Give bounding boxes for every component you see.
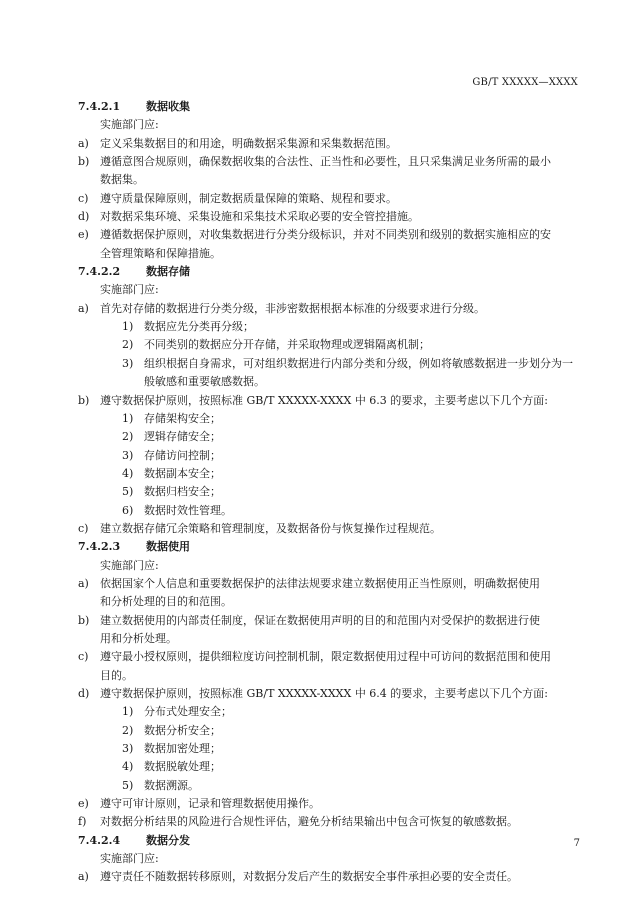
sub-list-item: 3) 数据加密处理； <box>122 742 221 756</box>
list-item: a) 定义采集数据目的和用途，明确数据采集源和采集数据范围。 <box>78 136 397 150</box>
sub-list-item: 6) 数据时效性管理。 <box>122 503 232 517</box>
document-body <box>78 98 578 887</box>
list-item: b) 遵循意图合规原则，确保数据收集的合法性、正当性和必要性，且只采集满足业务所需的最小 <box>78 155 551 169</box>
section-heading-data-usage: 7.4.2.3 数据使用 <box>78 540 190 554</box>
sub-list-item: 4) 数据副本安全； <box>122 466 221 480</box>
sub-list-item: 5) 数据归档安全； <box>122 485 221 499</box>
sub-list-item: 5) 数据溯源。 <box>122 778 199 792</box>
list-item: a) 首先对存储的数据进行分类分级，非涉密数据根据本标准的分级要求进行分级。 <box>78 301 485 315</box>
list-item: a) 依据国家个人信息和重要数据保护的法律法规要求建立数据使用正当性原则，明确数据使用 <box>78 576 540 590</box>
list-item: c) 遵守最小授权原则，提供细粒度访问控制机制，限定数据使用过程中可访问的数据范围和使用 <box>78 650 551 664</box>
sub-list-item: 2) 逻辑存储安全； <box>122 430 221 444</box>
section-heading-data-storage: 7.4.2.2 数据存储 <box>78 265 190 279</box>
list-item: b) 遵守数据保护原则，按照标准 GB/T XXXXX-XXXX 中 6.3 的要求，主要考虑以下几个方面: <box>78 393 549 407</box>
list-item: e) 遵循数据保护原则，对收集数据进行分类分级标识，并对不同类别和级别的数据实施相应的安 <box>78 228 551 242</box>
list-item-continuation: 用和分析处理。 <box>100 631 177 645</box>
section-heading-data-distribution: 7.4.2.4 数据分发 <box>78 833 190 847</box>
section-intro: 实施部门应: <box>100 852 159 866</box>
list-item: e) 遵守可审计原则，记录和管理数据使用操作。 <box>78 797 320 811</box>
list-item-continuation: 目的。 <box>100 668 133 682</box>
section-heading-data-collection: 7.4.2.1 数据收集 <box>78 100 190 113</box>
list-item: b) 建立数据使用的内部责任制度，保证在数据使用声明的目的和范围内对受保护的数据进行使 <box>78 613 540 627</box>
sub-list-item: 2) 数据分析安全； <box>122 723 221 737</box>
list-item: d) 对数据采集环境、采集设施和采集技术采取必要的安全管控措施。 <box>78 210 419 224</box>
sub-list-item: 3) 组织根据自身需求，可对组织数据进行内部分类和分级，例如将敏感数据进一步划分为一 <box>122 356 573 370</box>
list-item-continuation: 全管理策略和保障措施。 <box>100 246 221 260</box>
sub-list-item-continuation: 般敏感和重要敏感数据。 <box>144 375 265 389</box>
section-intro: 实施部门应: <box>100 558 159 572</box>
section-intro: 实施部门应: <box>100 283 159 297</box>
list-item: f) 对数据分析结果的风险进行合规性评估，避免分析结果输出中包含可恢复的敏感数据。 <box>78 815 518 829</box>
list-item: c) 建立数据存储冗余策略和管理制度，及数据备份与恢复操作过程规范。 <box>78 521 441 535</box>
sub-list-item: 1) 数据应先分类再分级； <box>122 320 254 334</box>
sub-list-item: 1) 分布式处理安全； <box>122 705 232 719</box>
page-number: 7 <box>573 838 580 849</box>
standard-code: GB/T XXXXX—XXXX <box>472 77 578 88</box>
list-item-continuation: 数据集。 <box>100 173 144 187</box>
sub-list-item: 2) 不同类别的数据应分开存储，并采取物理或逻辑隔离机制； <box>122 338 430 352</box>
list-item: a) 遵守责任不随数据转移原则，对数据分发后产生的数据安全事件承担必要的安全责任。 <box>78 870 518 884</box>
sub-list-item: 1) 存储架构安全； <box>122 411 221 425</box>
sub-list-item: 3) 存储访问控制； <box>122 448 221 462</box>
list-item: c) 遵守质量保障原则，制定数据质量保障的策略、规程和要求。 <box>78 191 397 205</box>
sub-list-item: 4) 数据脱敏处理； <box>122 760 221 774</box>
list-item-continuation: 和分析处理的目的和范围。 <box>100 595 232 609</box>
section-intro: 实施部门应: <box>100 118 159 132</box>
list-item: d) 遵守数据保护原则，按照标准 GB/T XXXXX-XXXX 中 6.4 的要求，主要考虑以下几个方面: <box>78 687 549 700</box>
